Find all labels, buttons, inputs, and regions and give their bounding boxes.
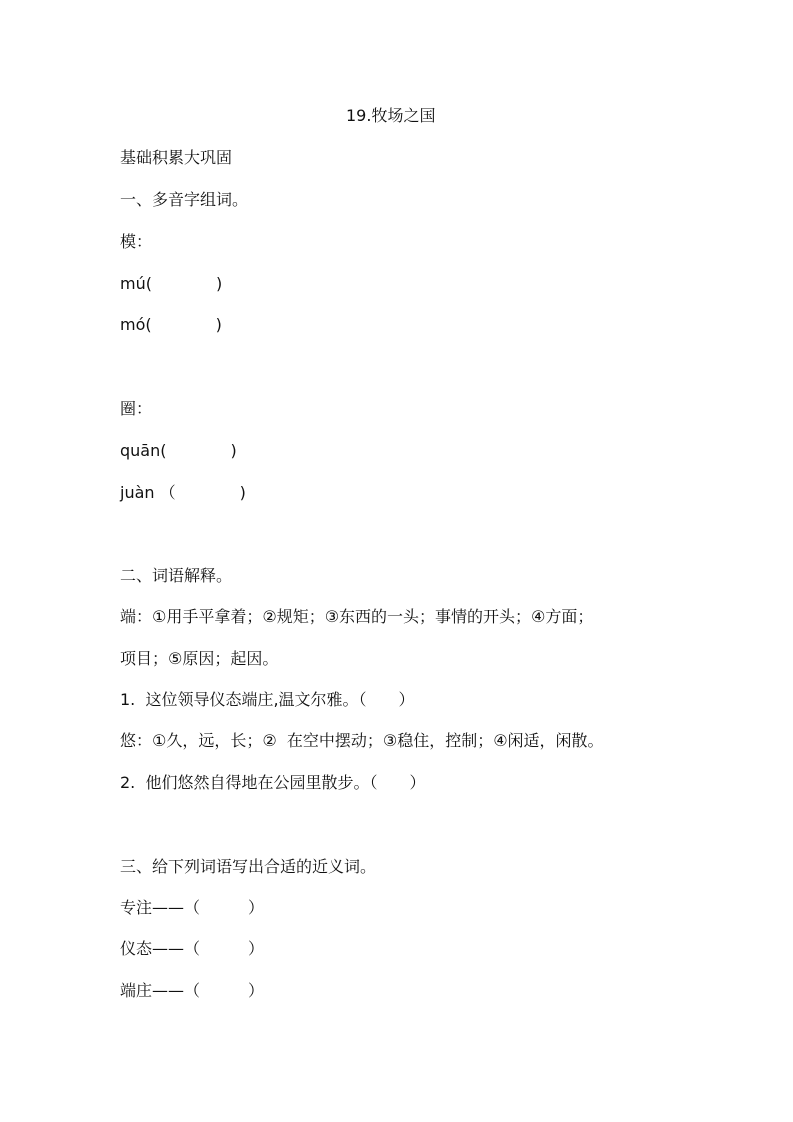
- synonym-item: 仪态——（ ）: [120, 939, 265, 958]
- duan-definition-line1: 端：①用手平拿着；②规矩；③东西的一头；事情的开头；④方面；: [120, 607, 594, 626]
- duan-definition-line2: 项目；⑤原因；起因。: [120, 649, 279, 668]
- title-text: 19.牧场之国: [346, 106, 436, 125]
- question-2: 2. 他们悠然自得地在公园里散步。（ ）: [120, 773, 426, 792]
- synonym-item: 专注——（ ）: [120, 898, 265, 917]
- char1-reading-1: mú( ): [120, 274, 223, 293]
- char2-label: 圈：: [120, 399, 153, 418]
- char2-reading-2: juàn （ ): [120, 483, 246, 502]
- part2-heading: 二、词语解释。: [120, 566, 233, 585]
- char2-reading-1: quān( ): [120, 441, 237, 460]
- synonym-item: 端庄——（ ）: [120, 981, 265, 1000]
- page-title: [0, 106, 793, 146]
- char1-reading-2: mó( ): [120, 315, 222, 334]
- part1-heading: 一、多音字组词。: [120, 190, 249, 209]
- you-definition: 悠：①久，远，长；② 在空中摆动；③稳住，控制；④闲适，闲散。: [120, 731, 604, 750]
- question-1: 1. 这位领导仪态端庄,温文尔雅。（ ）: [120, 690, 415, 709]
- char1-label: 模：: [120, 232, 153, 251]
- section-heading: 基础积累大巩固: [120, 148, 233, 167]
- part3-heading: 三、给下列词语写出合适的近义词。: [120, 857, 377, 876]
